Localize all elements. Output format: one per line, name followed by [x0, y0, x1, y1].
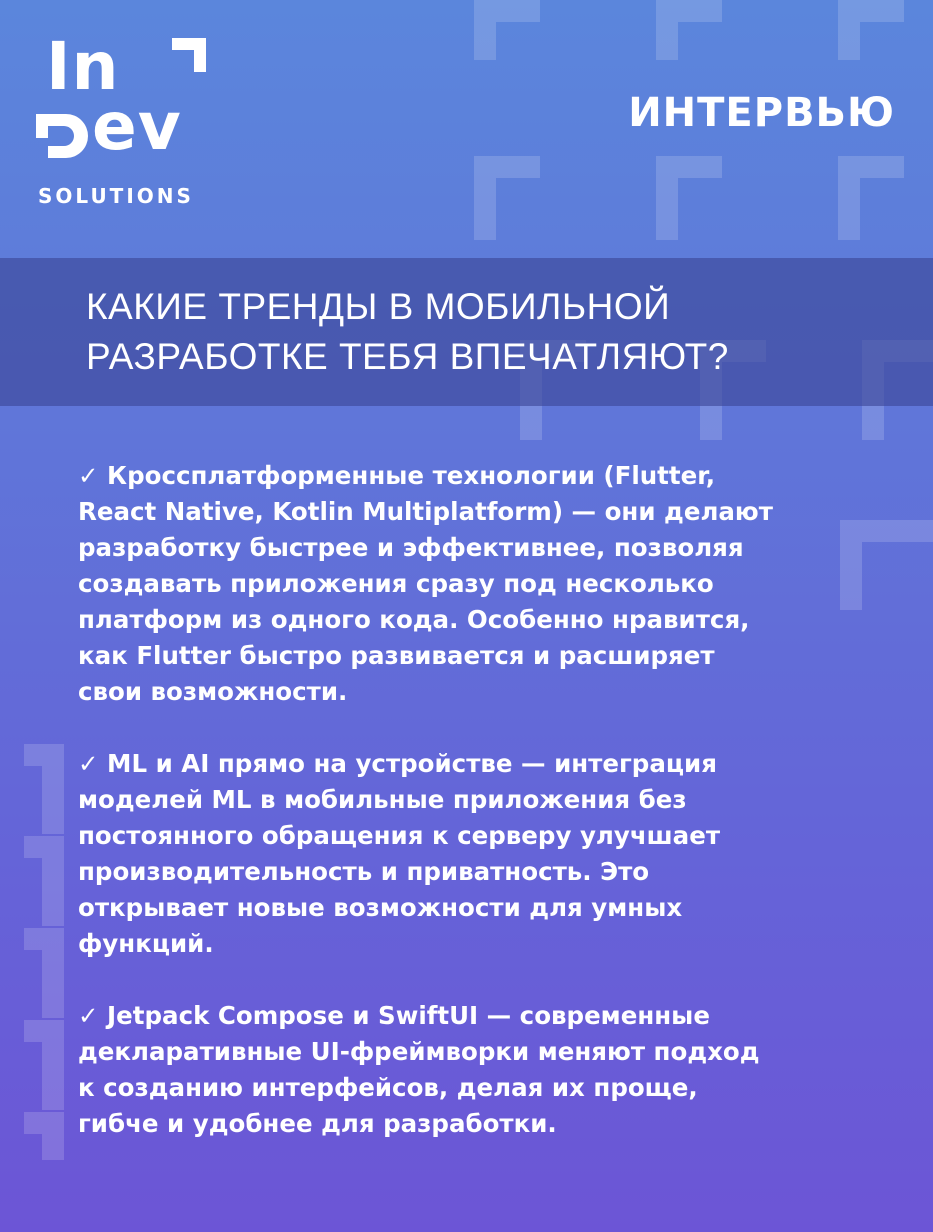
question-heading	[86, 282, 886, 382]
logo-text-line2: ev	[92, 88, 182, 165]
question-line-1: КАКИЕ ТРЕНДЫ В МОБИЛЬНОЙ	[86, 286, 671, 327]
logo-text-line1: In	[46, 28, 120, 105]
logo-d-mark-icon	[36, 114, 90, 160]
section-tag: ИНТЕРВЬЮ	[628, 90, 895, 136]
company-logo	[36, 28, 216, 212]
logo-corner-mark-icon	[172, 38, 206, 72]
answer-paragraph-declarative-ui: ✓ Jetpack Compose и SwiftUI — современные декларативные UI-фреймворки меняют подход к созданию интерфейсов, делая их проще, гибче и удобнее для разработки.	[78, 1001, 760, 1138]
answer-paragraph-cross-platform: ✓ Кроссплатформенные технологии (Flutter, React Native, Kotlin Multiplatform) — они делают разработку быстрее и эффективнее, позволяя создавать приложения сразу под несколько платформ из одного кода. Особенно нравится, как Flutter быстро развивается и расширяет свои возможности.	[78, 461, 773, 706]
logo-subtitle: SOLUTIONS	[38, 184, 194, 208]
question-line-2: РАЗРАБОТКЕ ТЕБЯ ВПЕЧАТЛЯЮТ?	[86, 336, 729, 377]
answer-paragraph-on-device-ml: ✓ ML и AI прямо на устройстве — интеграция моделей ML в мобильные приложения без постоянного обращения к серверу улучшает производительность и приватность. Это открывает новые возможности для умных функций.	[78, 749, 721, 958]
